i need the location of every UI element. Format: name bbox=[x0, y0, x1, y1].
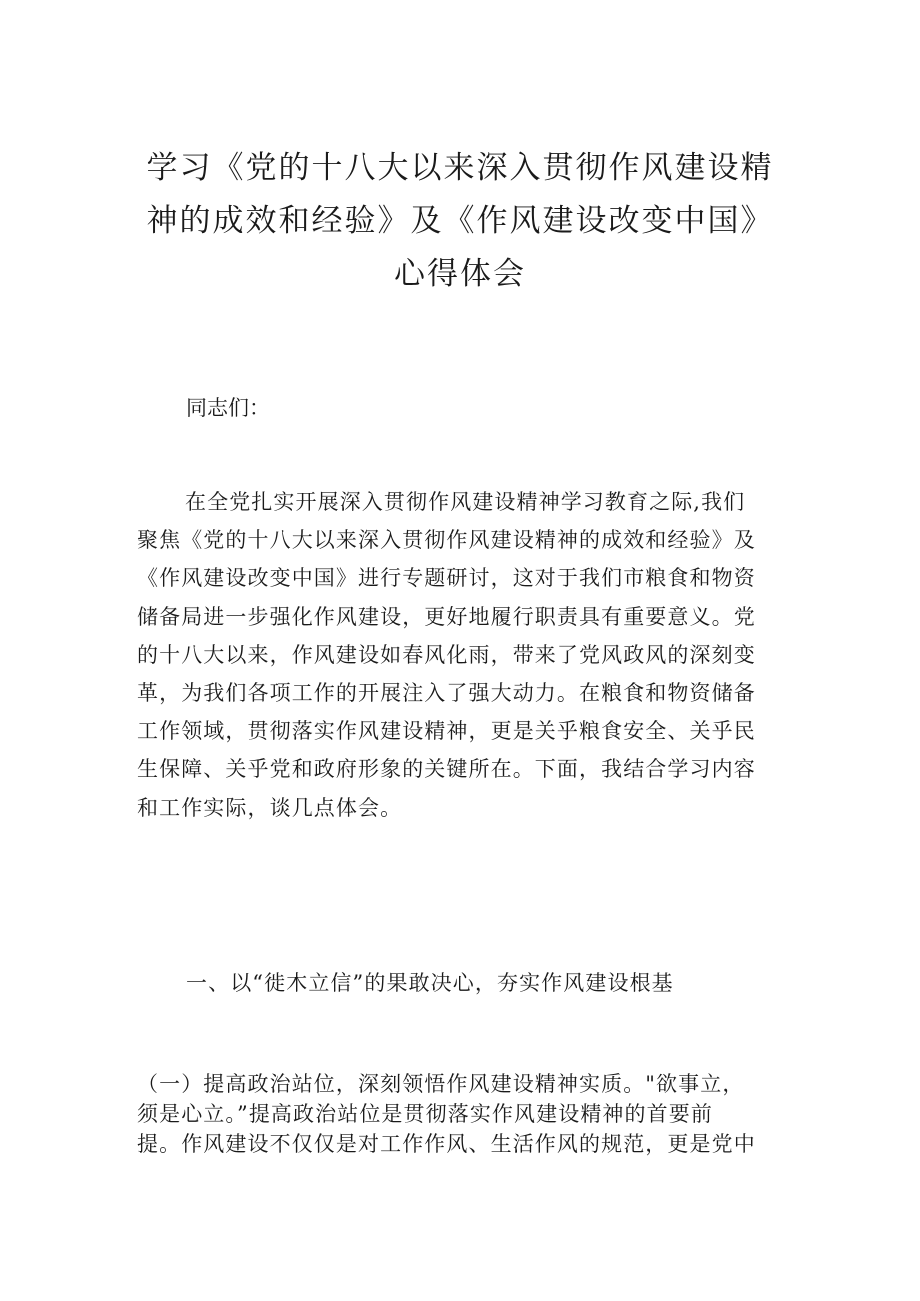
paragraph-line: 革，为我们各项工作的开展注入了强大动力。在粮食和物资储备 bbox=[137, 681, 756, 706]
salutation: 同志们： bbox=[186, 396, 270, 420]
paragraph-line: 生保障、关乎党和政府形象的关键所在。下面，我结合学习内容 bbox=[137, 757, 756, 782]
title-line: 学习《党的十八大以来深入贯彻作风建设精 bbox=[146, 150, 774, 186]
title-line: 心得体会 bbox=[394, 256, 526, 292]
paragraph-line: 聚焦《党的十八大以来深入贯彻作风建设精神的成效和经验》及 bbox=[137, 528, 756, 553]
title-line: 神的成效和经验》及《作风建设改变中国》 bbox=[146, 203, 774, 239]
intro-paragraph bbox=[137, 483, 785, 827]
subsection-paragraph bbox=[137, 1069, 785, 1159]
paragraph-line: 提。作风建设不仅仅是对工作作风、生活作风的规范，更是党中 bbox=[137, 1132, 756, 1156]
paragraph-line: 和工作实际，谈几点体会。 bbox=[137, 795, 403, 820]
paragraph-line: 在全党扎实开展深入贯彻作风建设精神学习教育之际,我们 bbox=[185, 490, 746, 514]
paragraph-line: 《作风建设改变中国》进行专题研讨，这对于我们市粮食和物资 bbox=[137, 566, 756, 591]
paragraph-line: 工作领域，贯彻落实作风建设精神，更是关乎粮食安全、关乎民 bbox=[137, 719, 756, 744]
paragraph-line: 须是心立。”提高政治站位是贯彻落实作风建设精神的首要前 bbox=[137, 1102, 713, 1126]
paragraph-line: （一）提高政治站位，深刻领悟作风建设精神实质。"欲事立， bbox=[137, 1072, 745, 1096]
paragraph-line: 储备局进一步强化作风建设，更好地履行职责具有重要意义。党 bbox=[137, 604, 756, 629]
section-heading: 一、以“徙木立信”的果敢决心，夯实作风建设根基 bbox=[186, 971, 674, 995]
paragraph-line: 的十八大以来，作风建设如春风化雨，带来了党风政风的深刻变 bbox=[137, 642, 756, 667]
document-title bbox=[130, 142, 790, 301]
